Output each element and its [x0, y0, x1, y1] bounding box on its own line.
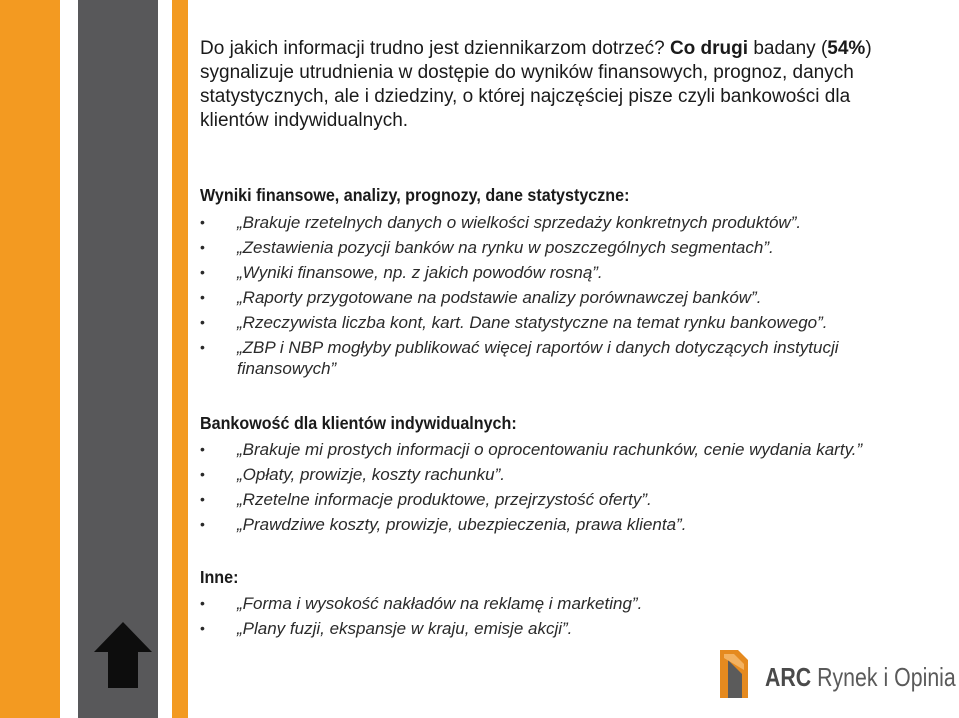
bullet-icon: • [200, 264, 205, 280]
list-item: • „Rzetelne informacje produktowe, przejrzystość oferty”. [200, 490, 652, 509]
list-item: • „Brakuje mi prostych informacji o oprocentowaniu rachunków, cenie wydania karty.” [200, 440, 863, 459]
arc-logo [718, 648, 956, 700]
logo-rest: Rynek i Opinia [811, 662, 956, 692]
arc-logo-icon [718, 648, 760, 700]
decor-stripe-gray [78, 0, 158, 718]
logo-wordmark [765, 662, 956, 693]
bullet-list-retail [200, 439, 900, 539]
bullet-icon: • [200, 239, 205, 255]
bullet-icon: • [200, 214, 205, 230]
bullet-list-finance [200, 212, 900, 383]
list-item: • „Opłaty, prowizje, koszty rachunku”. [200, 465, 505, 484]
bullet-list-other [200, 593, 900, 643]
up-arrow-icon[interactable] [92, 620, 154, 690]
bullet-icon: • [200, 491, 205, 507]
bullet-icon: • [200, 516, 205, 532]
bullet-icon: • [200, 441, 205, 457]
section-title-other: Inne: [200, 567, 239, 587]
list-item: • „Raporty przygotowane na podstawie analizy porównawczej banków”. [200, 288, 762, 307]
intro-text-b: ) sygnalizuje utrudnienia w dostępie do wyników finansowych, prognoz, danych statystycznych, ale i dziedziny, o której najczęściej pisze czyli bankowości dla klientów indywidualnych. [200, 38, 872, 131]
bullet-icon: • [200, 314, 205, 330]
bullet-icon: • [200, 339, 205, 355]
bullet-icon: • [200, 289, 205, 305]
list-item: • „Wyniki finansowe, np. z jakich powodów rosną”. [200, 263, 603, 282]
decor-stripe-orange [0, 0, 60, 718]
bullet-icon: • [200, 620, 205, 636]
intro-text-a: badany ( [748, 38, 828, 59]
intro-percent: 54% [827, 38, 866, 59]
intro-bold-lead: Co drugi [669, 38, 749, 59]
decor-stripe-white [158, 0, 172, 718]
list-item: • „Plany fuzji, ekspansje w kraju, emisje akcji”. [200, 619, 573, 638]
list-item: • „Rzeczywista liczba kont, kart. Dane statystyczne na temat rynku bankowego”. [200, 313, 828, 332]
section-title-retail: Bankowość dla klientów indywidualnych: [200, 413, 517, 433]
section-title-finance: Wyniki finansowe, analizy, prognozy, dane statystyczne: [200, 185, 630, 205]
decor-stripe-gap [60, 0, 78, 718]
logo-brand: ARC [765, 662, 812, 692]
intro-question: Do jakich informacji trudno jest dziennikarzom dotrzeć? [200, 38, 665, 59]
bullet-icon: • [200, 466, 205, 482]
list-item: • „Zestawienia pozycji banków na rynku w poszczególnych segmentach”. [200, 238, 774, 257]
list-item: • „ZBP i NBP mogłyby publikować więcej raportów i danych dotyczących instytucji finansowych” [200, 338, 839, 378]
bullet-icon: • [200, 595, 205, 611]
list-item: • „Prawdziwe koszty, prowizje, ubezpieczenia, prawa klienta”. [200, 515, 687, 534]
intro-paragraph [200, 37, 905, 133]
list-item: • „Forma i wysokość nakładów na reklamę i marketing”. [200, 594, 643, 613]
decor-stripe-orange-thin [172, 0, 188, 718]
list-item: • „Brakuje rzetelnych danych o wielkości sprzedaży konkretnych produktów”. [200, 213, 802, 232]
